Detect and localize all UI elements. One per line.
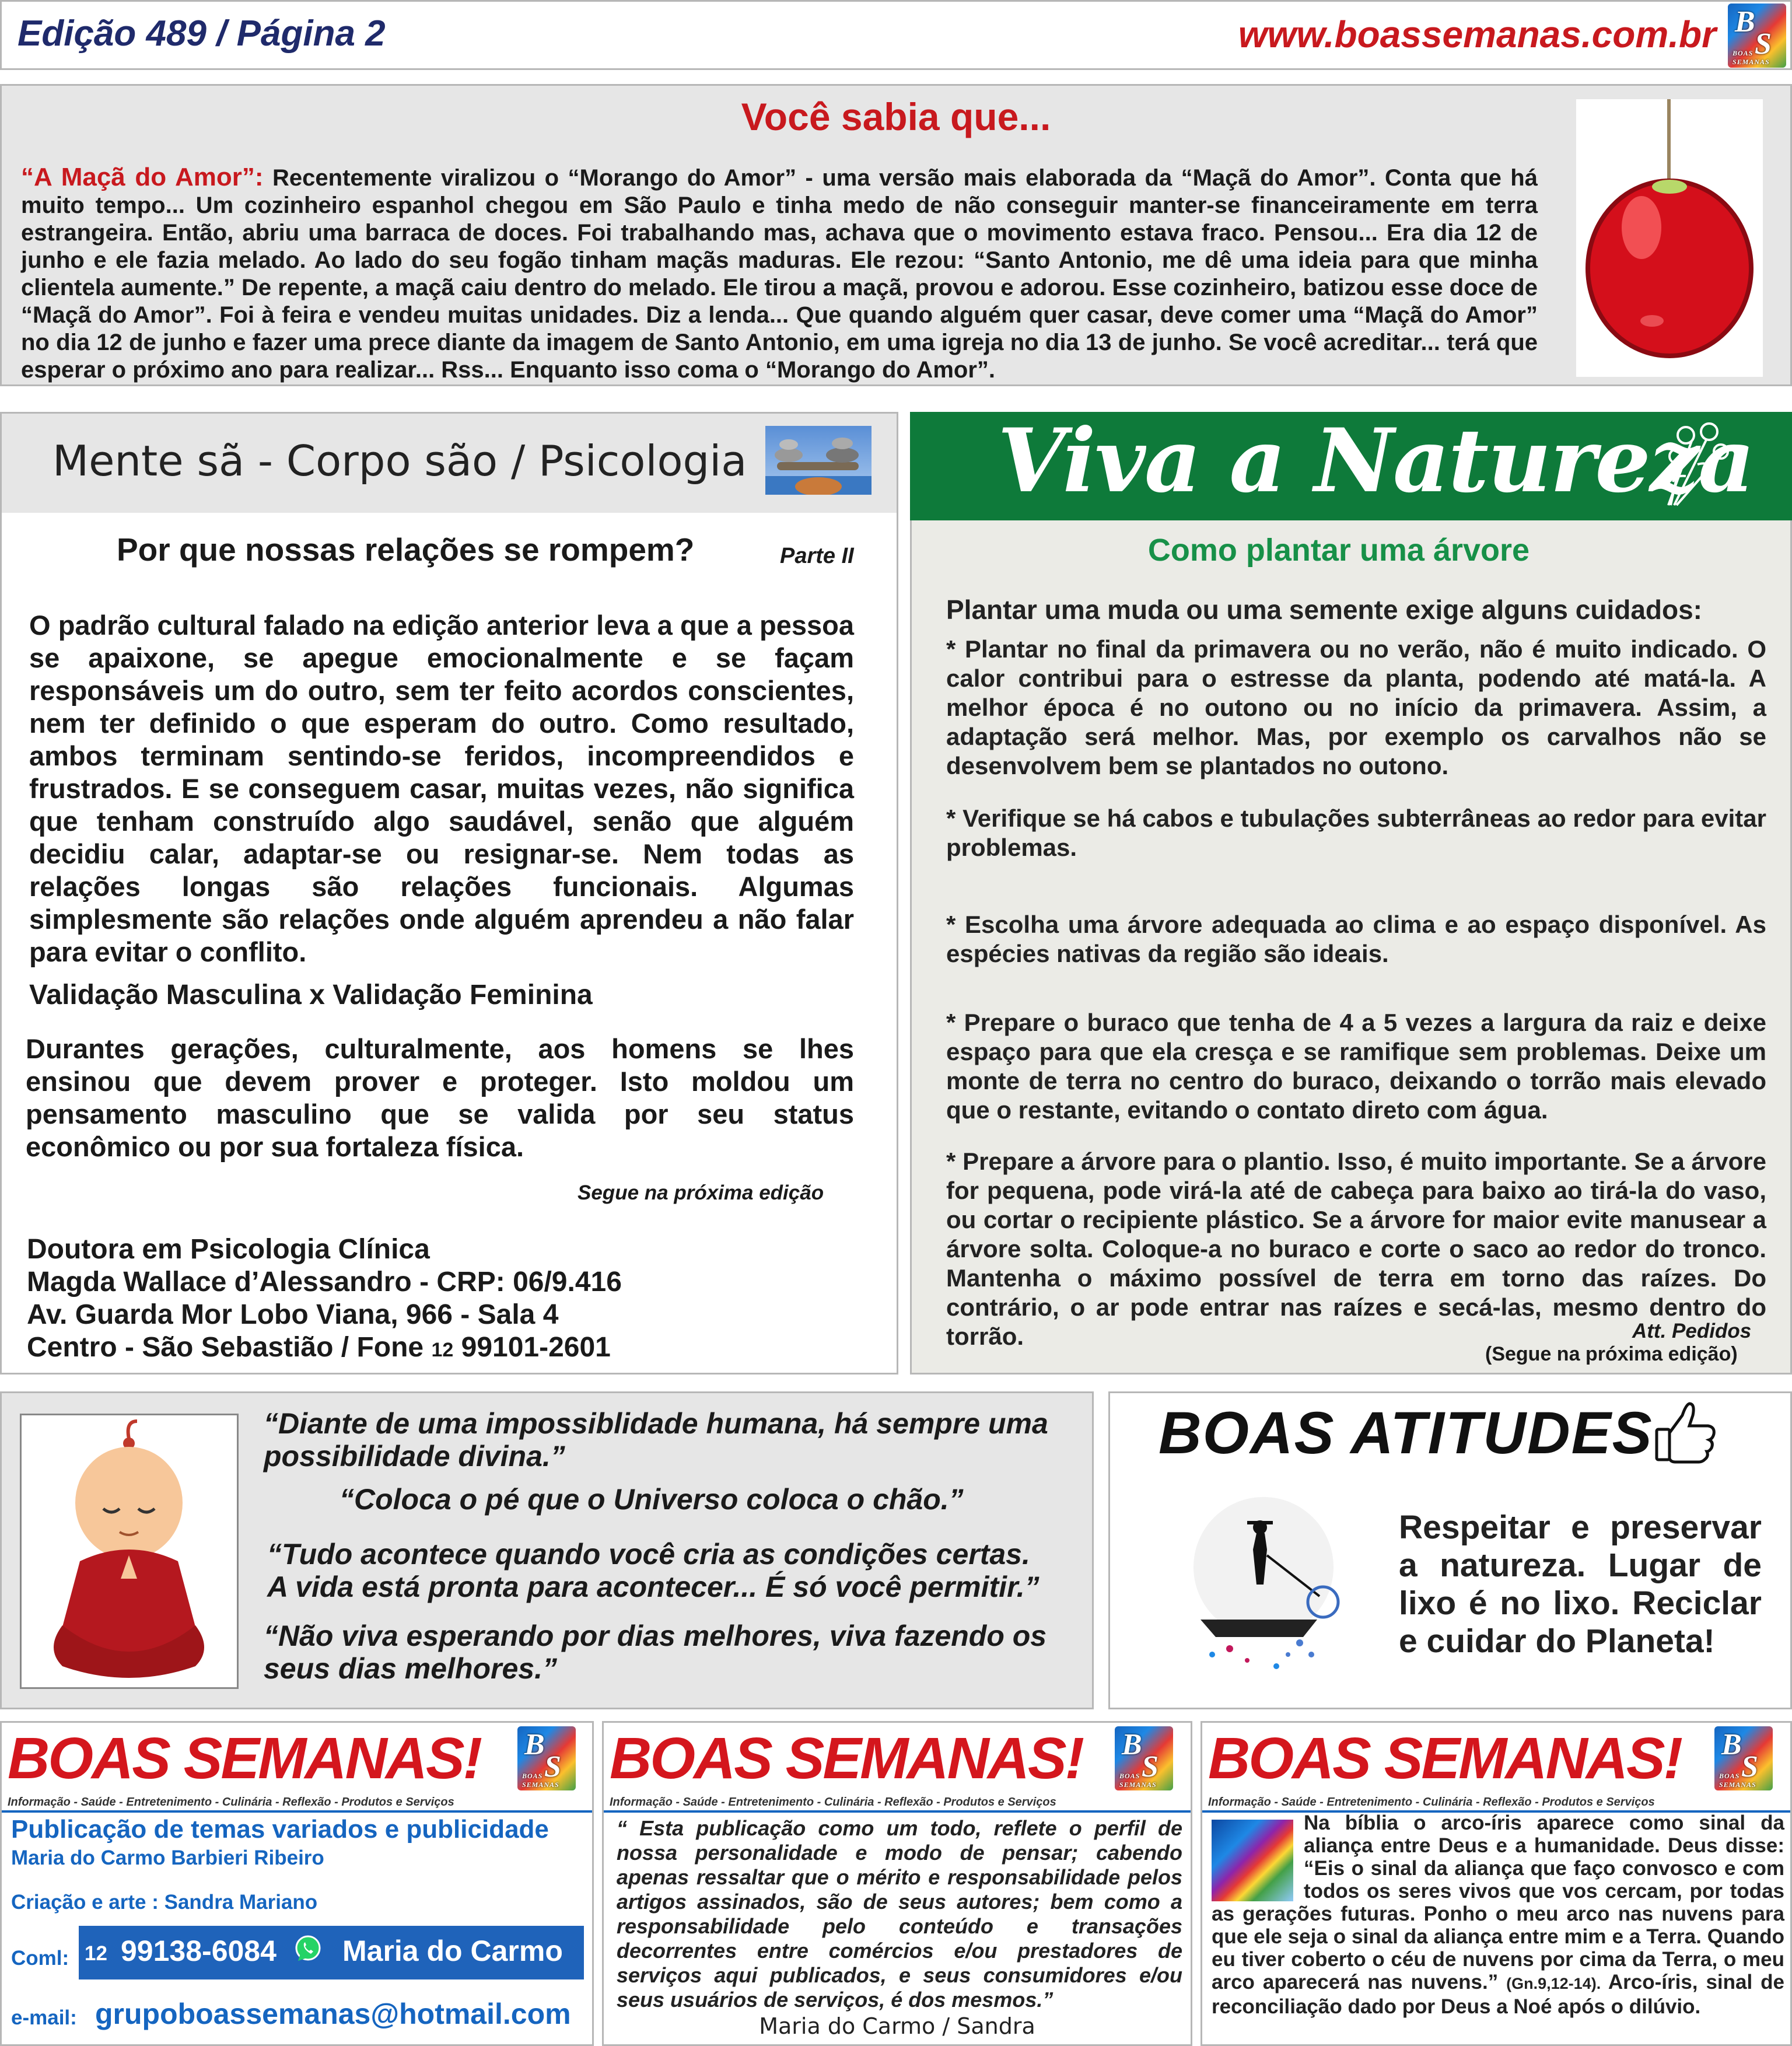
boas-semanas-subtitle: Informação - Saúde - Entretenimento - Culinária - Reflexão - Produtos e Serviços xyxy=(610,1796,1056,1809)
sig-city: Centro - São Sebastião / Fone xyxy=(27,1332,432,1363)
sig-name: Magda Wallace d’Alessandro - CRP: 06/9.416 xyxy=(27,1267,622,1297)
rainbow-ending: Arco-íris, sinal de reconciliação dado por Deus a Noé após o dilúvio. xyxy=(1212,1971,1784,2018)
natureza-item: * Escolha uma árvore adequada ao clima e ao espaço disponível. As espécies nativas da região são ideais. xyxy=(946,911,1766,967)
logo-letter-b: B xyxy=(1122,1728,1142,1761)
fisherman-image xyxy=(1160,1480,1367,1686)
rainbow-quote: Na bíblia o arco-íris aparece como sinal da aliança entre Deus e a humanidade. Deus disse: “Eis o sinal da aliança que faço convosco e com todos os seres vivos que vos cercam, por todas as gerações futuras. Ponho o meu arco nas nuvens para que ele seja o sinal da aliança entre mim e a Terra. Quando eu tiver coberto o céu de nuvens por cima da Terra, o meu arco aparecerá nas nuvens.” xyxy=(1212,1811,1784,1993)
logo-letter-s: S xyxy=(1142,1750,1158,1783)
boas-semanas-title: BOAS SEMANAS! xyxy=(1208,1726,1682,1791)
email-label: e-mail: xyxy=(11,2006,77,2029)
logo-letter-s: S xyxy=(1755,27,1772,61)
boas-semanas-title: BOAS SEMANAS! xyxy=(8,1726,481,1791)
voce-sabia-text xyxy=(21,163,1538,384)
logo-caption: BOAS SEMANAS xyxy=(1719,1772,1756,1789)
quote-2: “Coloca o pé que o Universo coloca o chão.” xyxy=(340,1483,964,1516)
sig-phone xyxy=(27,1331,622,1366)
logo-letter-b: B xyxy=(1735,5,1755,39)
meditating-monk-image xyxy=(20,1414,239,1689)
psicologia-question: Por que nossas relações se rompem? xyxy=(117,531,695,568)
disclaimer-signature: Maria do Carmo / Sandra xyxy=(759,2013,1035,2039)
boas-semanas-title: BOAS SEMANAS! xyxy=(610,1726,1083,1791)
sig-title: Doutora em Psicologia Clínica xyxy=(27,1234,430,1265)
psicologia-paragraph-1: O padrão cultural falado na edição anterior leva a que a pessoa se apaixone, se apegue emocionalmente e se façam responsáveis um do outro, sem ter feito acordos conscientes, nem ter definido o que esperam do outro. Como resultado, ambos terminam sentindo-se feridos, incompreendidos e frustrados. E se conseguem casar, muitas vezes, não significa que tenham construído algo saudável, senão que alguém decidiu calar, adaptar-se ou resignar-se. Nem todas as relações longas são relações funcionais. Algumas simplesmente são relações onde alguém aprendeu a não falar para evitar o conflito. xyxy=(29,610,854,967)
boas-atitudes-text: Respeitar e preservar a natureza. Lugar de lixo é no lixo. Reciclar e cuidar do Planeta! xyxy=(1399,1509,1762,1660)
rainbow-text xyxy=(1212,1811,1784,2018)
disclaimer-text: “ Esta publicação como um todo, reflete o perfil de nossa personalidade e modo de pensar; cabendo apenas ressaltar que o mérito e responsabilidade pelos artigos assinados, são de seus autores; bem como a responsabilidade pelo conteúdo e transações decorrentes entre comércios e/ou prestadores de serviços aqui publicados, e seus consumidores e/ou seus usuários de serviços, é dos mesmos.” xyxy=(617,1816,1182,2012)
psicologia-signature xyxy=(27,1233,622,1366)
boas-semanas-box-rainbow xyxy=(1200,1721,1792,2046)
bs-logo xyxy=(517,1726,576,1790)
logo-caption: BOAS SEMANAS xyxy=(522,1772,559,1789)
publication-label: Publicação de temas variados e publicidade xyxy=(11,1815,549,1844)
boas-atitudes-title: BOAS ATITUDES xyxy=(1158,1400,1653,1466)
balanced-stones-image xyxy=(765,426,872,495)
rainbow-spacer xyxy=(1212,1811,1304,1898)
voce-sabia-body: Recentemente viralizou o “Morango do Amor” - uma versão mais elaborada da “Maçã do Amor”. Conta que há muito tempo... Um cozinheiro espanhol chegou em São Paulo e tinha medo de não conseguir manter-se financeiramente em terra estrangeira. Então, abriu uma barraca de doces. Foi trabalhando mas, achava que o movimento estava fraco. Pensou... Era dia 12 de junho e ele fazia melado. Ao lado do seu fogão tinham maçãs maduras. Ele rezou: “Santo Antonio, me dê uma ideia para que minha clientela aumente.” De repente, a maçã caiu dentro do melado. Ele tirou a maçã, provou e adorou. Esse cozinheiro, batizou esse doce de “Maçã do Amor”. Foi à feira e vendeu muitas unidades. Diz a lenda... Que quando alguém quer casar, deve comer uma “Maçã do Amor” no dia 12 de junho e fazer uma prece diante da imagem de Santo Antonio, em uma igreja no dia 13 de junho. Se você acreditar... terá que esperar o próximo ano para realizar... Rss... Enquanto isso coma o “Morango do Amor”. xyxy=(21,165,1538,383)
sig-address: Av. Guarda Mor Lobo Viana, 966 - Sala 4 xyxy=(27,1299,559,1330)
logo-caption: BOAS SEMANAS xyxy=(1119,1772,1157,1789)
quote-3a: “Tudo acontece quando você cria as condições certas. xyxy=(267,1538,1030,1571)
logo-letter-s: S xyxy=(544,1750,561,1783)
whatsapp-icon xyxy=(293,1934,323,1963)
logo-letter-b: B xyxy=(524,1728,545,1761)
coml-label: Coml: xyxy=(11,1947,69,1970)
voce-sabia-lead: “A Maçã do Amor”: xyxy=(21,163,264,191)
natureza-content xyxy=(946,595,1766,1351)
creation-credit: Criação e arte : Sandra Mariano xyxy=(11,1891,318,1914)
psicologia-header-title: Mente sã - Corpo são / Psicologia xyxy=(52,436,747,485)
rainbow-reference: (Gn.9,12-14). xyxy=(1506,1975,1601,1992)
natureza-header-title: Viva a Natureza xyxy=(998,410,1754,512)
bs-logo xyxy=(1728,4,1786,68)
quote-4: “Não viva esperando por dias melhores, viva fazendo os seus dias melhores.” xyxy=(264,1620,1047,1685)
natureza-att: Att. Pedidos xyxy=(1632,1320,1752,1342)
logo-caption: BOAS SEMANAS xyxy=(1732,49,1770,66)
boas-semanas-subtitle: Informação - Saúde - Entretenimento - Culinária - Reflexão - Produtos e Serviços xyxy=(8,1796,454,1809)
quote-1: “Diante de uma impossiblidade humana, há sempre uma possibilidade divina.” xyxy=(264,1407,1048,1473)
phone-ddd: 12 xyxy=(85,1942,107,1965)
quotes-text xyxy=(264,1407,1074,1685)
email-link[interactable]: grupoboassemanas@hotmail.com xyxy=(95,1998,571,2030)
psicologia-part: Parte II xyxy=(780,544,854,568)
natureza-item: * Prepare a árvore para o plantio. Isso, é muito importante. Se a árvore for pequena, pode virá-la até de cabeça para baixo ao tirá-la do vaso, ou cortar o recipiente plástico. Se a árvore for maior evite manusear a árvore solta. Coloque-a no buraco e corte o saco ao redor do tronco. Mantenha o máximo possível de terra em torno das raízes. Do contrário, o ar pode entrar nas raízes e secá-las, mesmo dentro do torrão. xyxy=(946,1148,1766,1350)
psicologia-continue: Segue na próxima edição xyxy=(578,1181,824,1204)
natureza-item: * Plantar no final da primavera ou no verão, não é muito indicado. O calor contribui para o estresse da planta, podendo até matá-la. A melhor época é no outono ou no início da primavera. Assim, a adaptação será melhor. Mas, por exemplo os carvalhos não se desenvolvem bem se plantados no outono. xyxy=(946,635,1766,779)
natureza-item: * Verifique se há cabos e tubulações subterrâneas ao redor para evitar problemas. xyxy=(946,805,1766,861)
flowers-icon xyxy=(1651,418,1738,511)
boas-semanas-box-expediente xyxy=(0,1721,594,2046)
natureza-intro: Plantar uma muda ou uma semente exige alguns cuidados: xyxy=(946,594,1702,625)
contact-name: Maria do Carmo xyxy=(342,1935,563,1967)
sig-ddd: 12 xyxy=(431,1339,454,1361)
candy-apple-image xyxy=(1576,99,1763,377)
quote-3b: A vida está pronta para acontecer... É só você permitir.” xyxy=(267,1571,1040,1603)
boas-semanas-subtitle: Informação - Saúde - Entretenimento - Culinária - Reflexão - Produtos e Serviços xyxy=(1208,1796,1655,1809)
natureza-continue: (Segue na próxima edição) xyxy=(1485,1343,1738,1365)
boas-semanas-box-disclaimer xyxy=(602,1721,1192,2046)
sig-number: 99101-2601 xyxy=(453,1332,611,1363)
divider xyxy=(2,1810,592,1813)
thumbs-up-icon xyxy=(1653,1400,1718,1464)
divider xyxy=(604,1810,1191,1813)
logo-letter-s: S xyxy=(1741,1750,1758,1783)
phone-number[interactable]: 99138-6084 xyxy=(121,1935,276,1967)
natureza-title: Como plantar uma árvore xyxy=(1147,533,1530,568)
edition-label: Edição 489 / Página 2 xyxy=(18,13,386,54)
logo-letter-b: B xyxy=(1721,1728,1742,1761)
bs-logo xyxy=(1115,1726,1173,1790)
voce-sabia-title: Você sabia que... xyxy=(741,95,1051,138)
psicologia-subtitle: Validação Masculina x Validação Feminina xyxy=(29,980,593,1010)
website-link[interactable]: www.boassemanas.com.br xyxy=(1238,13,1716,55)
psicologia-paragraph-2: Durantes gerações, culturalmente, aos homens se lhes ensinou que devem prover e proteger. Isto moldou um pensamento masculino que se valida por seu status econômico ou por sua fortaleza física. xyxy=(26,1033,854,1162)
natureza-item: * Prepare o buraco que tenha de 4 a 5 vezes a largura da raiz e deixe espaço para que ela cresça e se ramifique sem problemas. Deixe um monte de terra no centro do buraco, deixando o torrão mais elevado que o restante, evitando o contato direto com água. xyxy=(946,1009,1766,1124)
owner-name: Maria do Carmo Barbieri Ribeiro xyxy=(11,1846,324,1869)
bs-logo xyxy=(1714,1726,1773,1790)
